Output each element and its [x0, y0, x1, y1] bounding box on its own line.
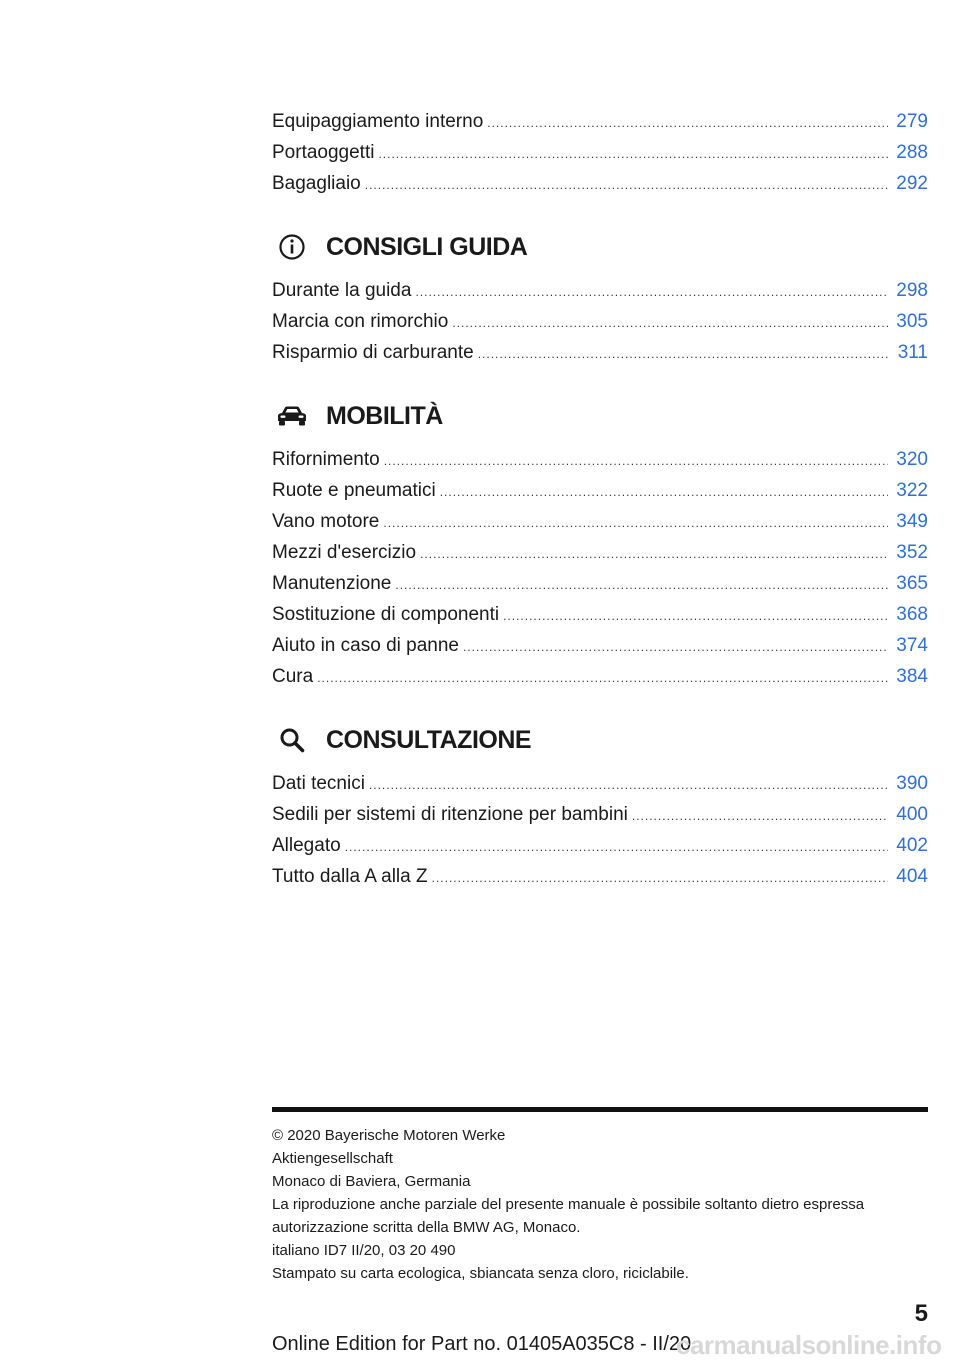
toc-row[interactable]	[272, 306, 928, 337]
toc-entry-label: Equipaggiamento interno	[272, 111, 484, 132]
imprint-block	[272, 1124, 928, 1285]
section-title: MOBILITÀ	[326, 401, 443, 430]
page-number: 5	[914, 1300, 928, 1327]
edition-footer: Online Edition for Part no. 01405A035C8 - II/20	[272, 1333, 692, 1355]
toc-row[interactable]	[272, 475, 928, 506]
toc-dot-leader	[317, 663, 888, 694]
toc-page-link[interactable]: 390	[896, 773, 928, 794]
imprint-divider	[272, 1107, 928, 1112]
toc-page-link[interactable]: 365	[896, 573, 928, 594]
toc-row[interactable]	[272, 661, 928, 692]
toc-page-link[interactable]: 288	[896, 142, 928, 163]
toc-entry-label: Cura	[272, 666, 314, 687]
toc-row[interactable]	[272, 599, 928, 630]
toc-page-link[interactable]: 374	[896, 635, 928, 656]
watermark: carmanualsonline.info	[676, 1330, 942, 1360]
toc-page-link[interactable]: 368	[896, 604, 928, 625]
toc-dot-leader	[345, 832, 888, 863]
toc-dot-leader	[365, 170, 888, 201]
toc-entry-label: Bagagliaio	[272, 173, 361, 194]
toc-row[interactable]	[272, 444, 928, 475]
toc-dot-leader	[415, 277, 888, 308]
toc-row[interactable]	[272, 568, 928, 599]
toc-page-link[interactable]: 292	[896, 173, 928, 194]
toc-row[interactable]	[272, 799, 928, 830]
toc-dot-leader	[452, 308, 888, 339]
toc-section-mobility	[272, 398, 928, 692]
toc-dot-leader	[478, 339, 888, 370]
toc-page-link[interactable]: 402	[896, 835, 928, 856]
toc-dot-leader	[395, 570, 888, 601]
toc-entry-label: Aiuto in caso di panne	[272, 635, 459, 656]
toc-entry-label: Sedili per sistemi di ritenzione per bambini	[272, 804, 628, 825]
toc-page-link[interactable]: 404	[896, 866, 928, 887]
toc-entry-label: Rifornimento	[272, 449, 380, 470]
toc-row[interactable]	[272, 337, 928, 368]
toc-section-driving-tips	[272, 229, 928, 368]
toc-dot-leader	[503, 601, 888, 632]
toc-dot-leader	[369, 770, 888, 801]
toc-dot-leader	[440, 477, 888, 508]
toc-page-link[interactable]: 298	[896, 280, 928, 301]
toc-page-link[interactable]: 320	[896, 449, 928, 470]
imprint-line: Monaco di Baviera, Germania	[272, 1173, 471, 1190]
toc-section-reference	[272, 722, 928, 892]
imprint-line: Aktiengesellschaft	[272, 1150, 393, 1167]
toc-page-link[interactable]: 322	[896, 480, 928, 501]
toc-row[interactable]	[272, 537, 928, 568]
search-icon	[276, 724, 308, 756]
toc-row[interactable]	[272, 861, 928, 892]
toc-dot-leader	[432, 863, 888, 894]
toc-row[interactable]	[272, 168, 928, 199]
toc-entry-label: Vano motore	[272, 511, 380, 532]
toc-entry-label: Marcia con rimorchio	[272, 311, 449, 332]
toc-page-link[interactable]: 352	[896, 542, 928, 563]
toc-row[interactable]	[272, 768, 928, 799]
info-icon	[276, 231, 308, 263]
toc-dot-leader	[632, 801, 888, 832]
toc-entry-label: Ruote e pneumatici	[272, 480, 436, 501]
toc-dot-leader	[384, 446, 888, 477]
table-of-contents	[272, 106, 928, 892]
toc-page-link[interactable]: 384	[896, 666, 928, 687]
toc-dot-leader	[420, 539, 888, 570]
toc-row[interactable]	[272, 506, 928, 537]
toc-dot-leader	[463, 632, 888, 663]
section-heading	[272, 229, 928, 265]
toc-row[interactable]	[272, 830, 928, 861]
imprint-line: © 2020 Bayerische Motoren Werke	[272, 1127, 506, 1144]
toc-entry-label: Risparmio di carburante	[272, 342, 474, 363]
toc-entry-label: Tutto dalla A alla Z	[272, 866, 428, 887]
section-title: CONSULTAZIONE	[326, 725, 532, 754]
section-heading	[272, 722, 928, 758]
toc-entry-label: Sostituzione di componenti	[272, 604, 500, 625]
toc-page-link[interactable]: 305	[896, 311, 928, 332]
imprint-line: italiano ID7 II/20, 03 20 490	[272, 1242, 456, 1259]
toc-entry-label: Manutenzione	[272, 573, 392, 594]
toc-dot-leader	[487, 108, 888, 139]
toc-dot-leader	[383, 508, 888, 539]
toc-row[interactable]	[272, 630, 928, 661]
toc-intro-group	[272, 106, 928, 199]
imprint-line: La riproduzione anche parziale del presente manuale è possibile soltanto dietro espressa	[272, 1196, 865, 1213]
toc-entry-label: Portaoggetti	[272, 142, 375, 163]
toc-entry-label: Durante la guida	[272, 280, 412, 301]
toc-page-link[interactable]: 279	[896, 111, 928, 132]
toc-dot-leader	[378, 139, 888, 170]
car-icon	[276, 400, 308, 432]
imprint-line: Stampato su carta ecologica, sbiancata senza cloro, riciclabile.	[272, 1265, 689, 1282]
toc-row[interactable]	[272, 137, 928, 168]
toc-entry-label: Allegato	[272, 835, 341, 856]
toc-entry-label: Dati tecnici	[272, 773, 365, 794]
section-title: CONSIGLI GUIDA	[326, 232, 528, 261]
toc-row[interactable]	[272, 275, 928, 306]
toc-row[interactable]	[272, 106, 928, 137]
toc-page-link[interactable]: 349	[896, 511, 928, 532]
imprint-line: autorizzazione scritta della BMW AG, Monaco.	[272, 1219, 581, 1236]
toc-page-link[interactable]: 400	[896, 804, 928, 825]
section-heading	[272, 398, 928, 434]
toc-entry-label: Mezzi d'esercizio	[272, 542, 417, 563]
toc-page-link[interactable]: 311	[897, 342, 928, 363]
